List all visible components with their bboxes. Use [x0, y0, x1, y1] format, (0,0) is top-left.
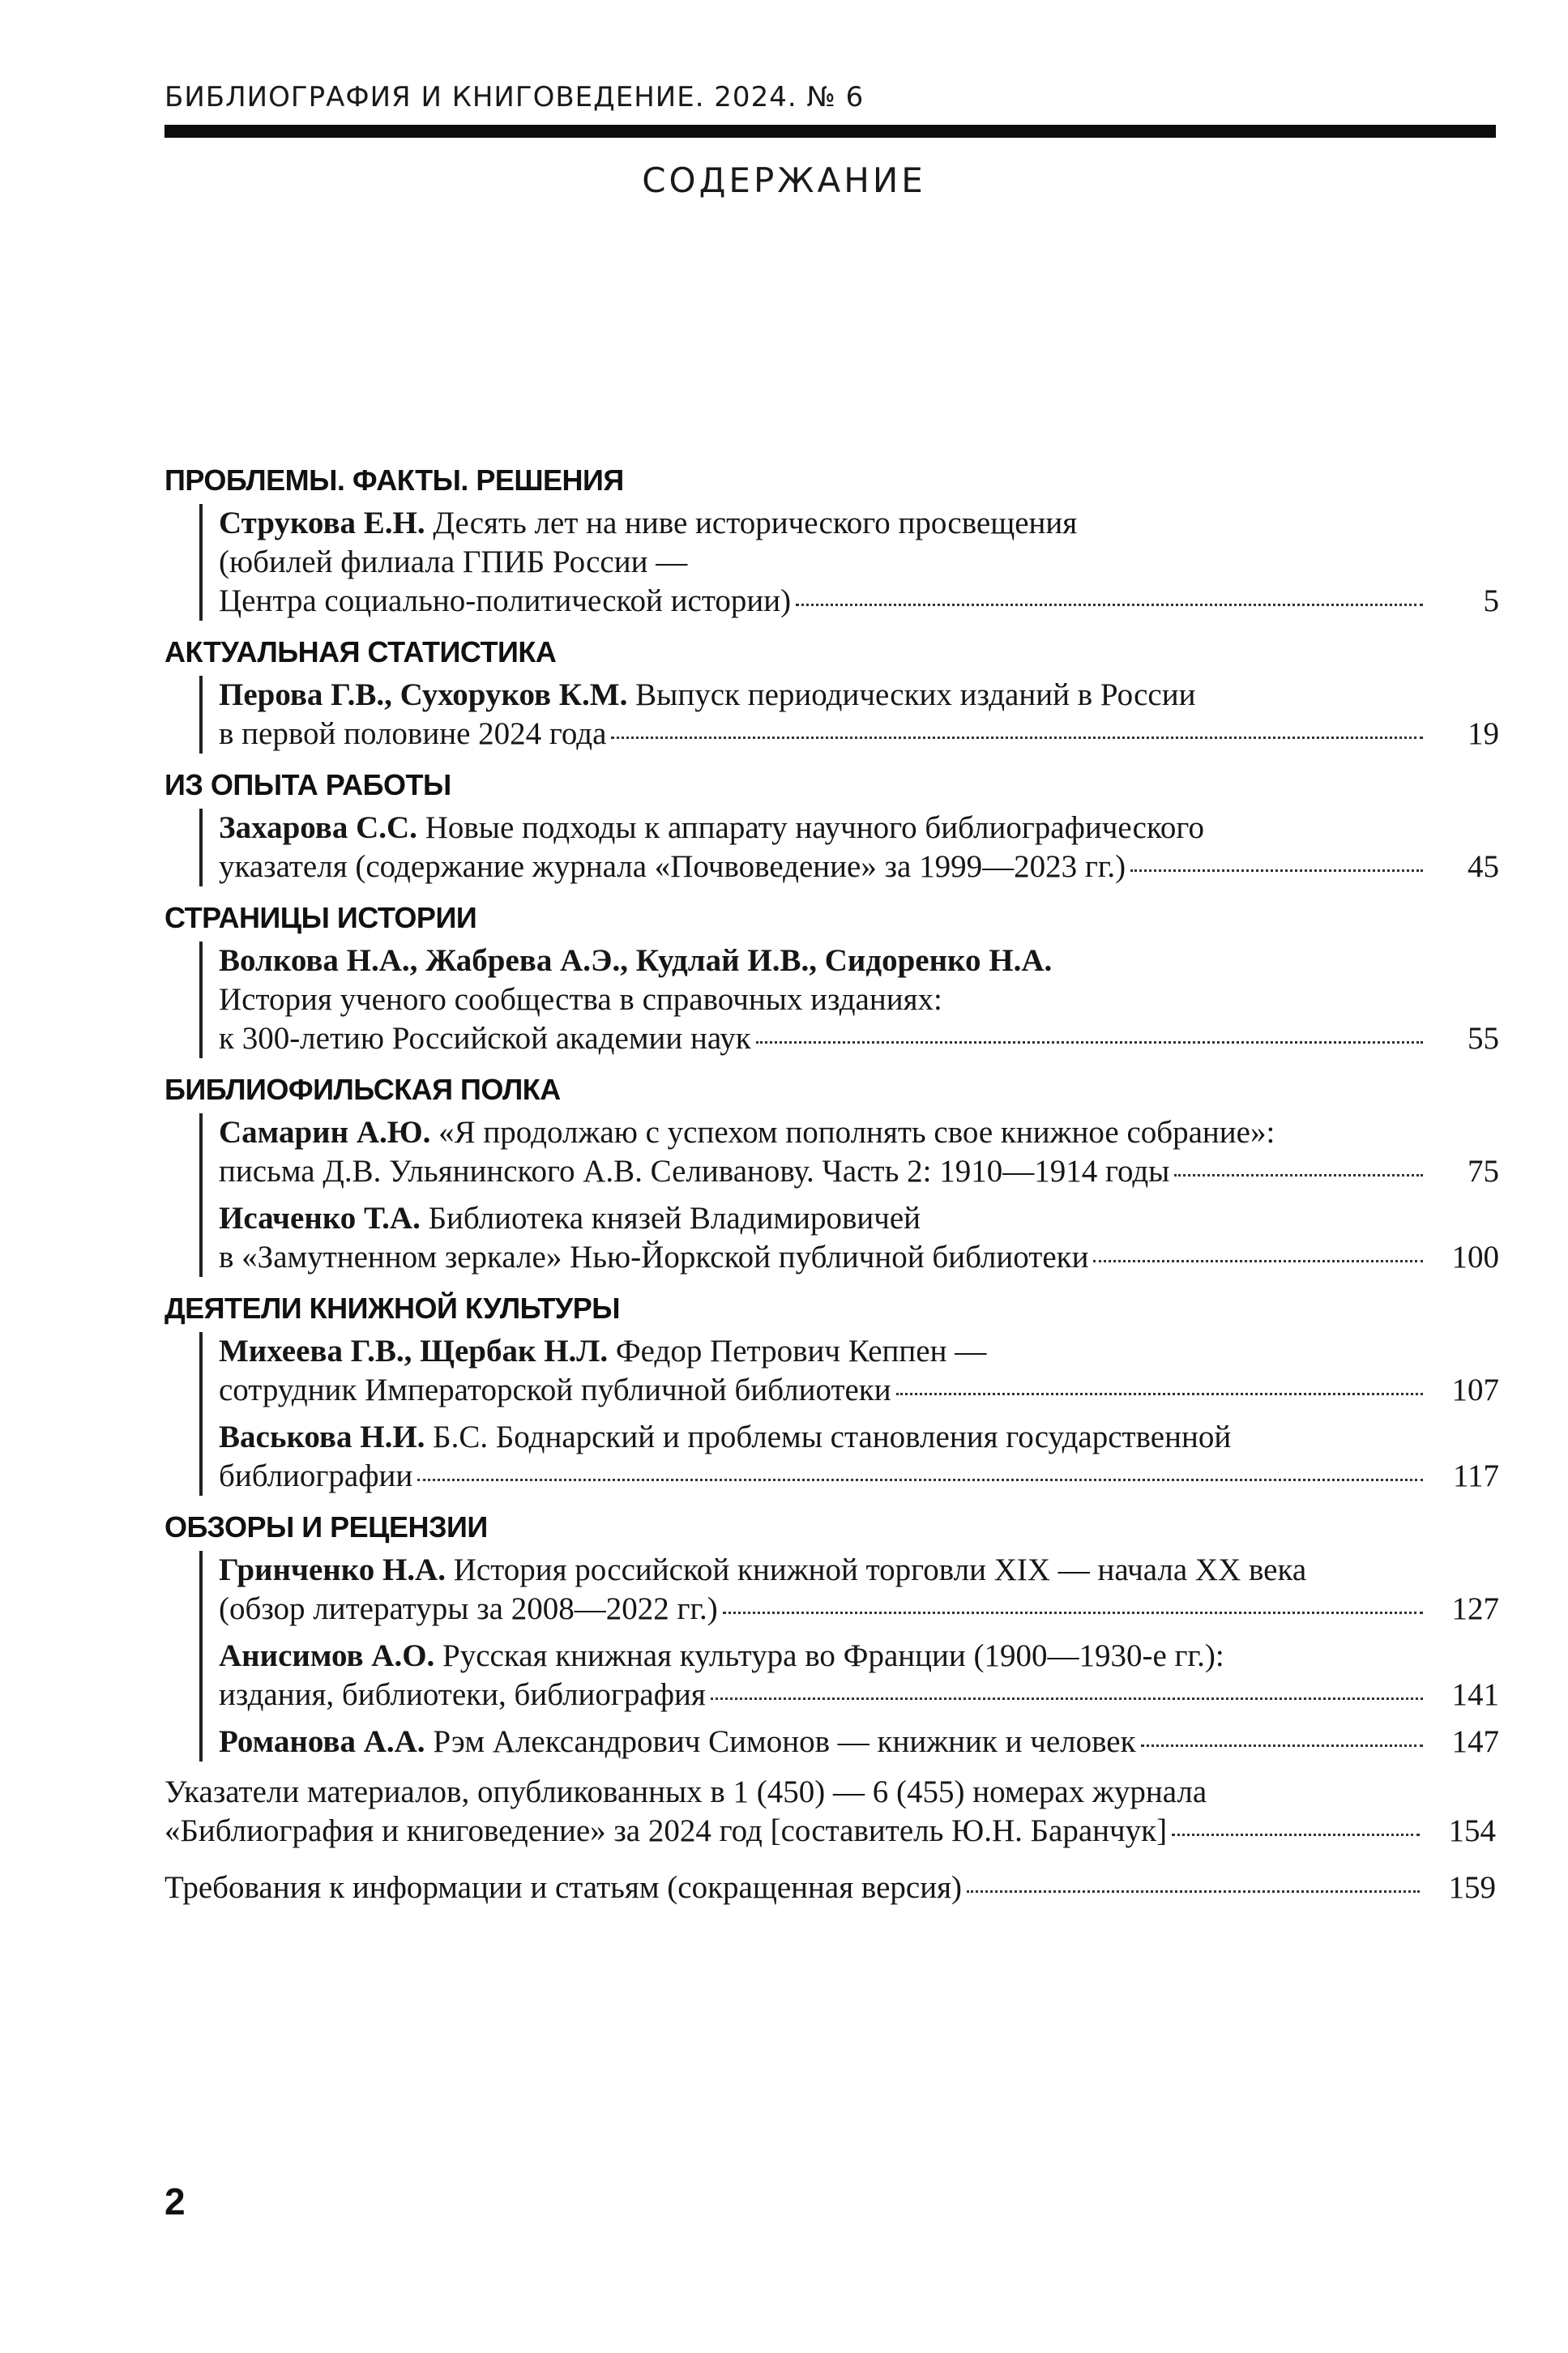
page-number: 2: [164, 2180, 186, 2223]
entry-first-line: [219, 1332, 1496, 1371]
entry-page: 19: [1468, 716, 1499, 751]
entry-author: Гринченко Н.А.: [219, 1552, 446, 1587]
entry-first-line: [219, 504, 1496, 543]
section-title: ПРОБЛЕМЫ. ФАКТЫ. РЕШЕНИЯ: [164, 463, 624, 497]
entry-first-line: [219, 1637, 1496, 1676]
entry-page: 117: [1452, 1458, 1499, 1493]
entry-last-line: [219, 1152, 1499, 1191]
entry-page: 127: [1451, 1591, 1499, 1626]
entry-author: Захарова С.С.: [219, 810, 417, 845]
entry-author: Перова Г.В., Сухоруков К.М.: [219, 677, 628, 712]
section-title: ОБЗОРЫ И РЕЦЕНЗИИ: [164, 1510, 488, 1544]
entry-title-part: Б.С. Боднарский и проблемы становления государственной: [425, 1420, 1232, 1454]
section-title: АКТУАЛЬНАЯ СТАТИСТИКА: [164, 635, 557, 668]
entry-title-part: издания, библиотеки, библиография: [219, 1677, 706, 1712]
entry-last-line: [219, 1238, 1499, 1277]
section-title: БИБЛИОФИЛЬСКАЯ ПОЛКА: [164, 1073, 561, 1106]
entry-page: 75: [1468, 1154, 1499, 1189]
toc-entry: [219, 1637, 1499, 1715]
toc-entry: [219, 1723, 1499, 1762]
entry-title-part: сотрудник Императорской публичной библиотеки: [219, 1373, 891, 1407]
toc-section: [164, 460, 1499, 621]
entry-first-line: [219, 1418, 1496, 1457]
entry-title-part: в «Замутненном зеркале» Нью-Йоркской публичной библиотеки: [219, 1240, 1089, 1275]
entry-last-line: [219, 848, 1499, 886]
toc-section: [164, 1070, 1499, 1277]
entry-author: Михеева Г.В., Щербак Н.Л.: [219, 1334, 609, 1369]
entry-page: 100: [1451, 1240, 1499, 1275]
entry-title-part: Библиотека князей Владимировичей: [420, 1201, 921, 1236]
toc-entry: [219, 1113, 1499, 1191]
entry-title-part: библиографии: [219, 1458, 413, 1493]
section-entries: [199, 1332, 1499, 1496]
entry-first-line: [219, 942, 1496, 980]
entry-page: 107: [1451, 1373, 1499, 1407]
toc-entry: [219, 942, 1499, 1058]
entry-title-part: Федор Петрович Кеппен —: [608, 1334, 987, 1369]
entry-title-part: «Я продолжаю с успехом пополнять свое книжное собрание»:: [430, 1115, 1275, 1150]
entry-title-part: указателя (содержание журнала «Почвоведение» за 1999—2023 гг.): [219, 849, 1126, 884]
toc-section: [164, 1507, 1499, 1762]
entry-last-line: [164, 1812, 1496, 1851]
toc-section: [164, 898, 1499, 1058]
entry-title-part: Русская книжная культура во Франции (1900—1930-е гг.):: [434, 1638, 1224, 1673]
toc-entry: [219, 504, 1499, 621]
entry-line: История ученого сообщества в справочных изданиях:: [219, 982, 942, 1017]
entry-title-part: в первой половине 2024 года: [219, 716, 607, 751]
entry-title-part: Центра социально-политической истории): [219, 583, 792, 618]
entry-page: 45: [1468, 849, 1499, 884]
dot-leader: [611, 737, 1423, 739]
dot-leader: [1172, 1834, 1420, 1836]
dot-leader: [756, 1041, 1423, 1044]
entry-title-part: к 300-летию Российской академии наук: [219, 1021, 751, 1056]
dot-leader: [896, 1393, 1423, 1395]
section-entries: [199, 676, 1499, 754]
entry-title-part: Десять лет на ниве исторического просвещения: [425, 506, 1078, 540]
entry-last-line: [219, 715, 1499, 754]
toc-section: [164, 632, 1499, 754]
entry-page: 55: [1468, 1021, 1499, 1056]
contents-title: СОДЕРЖАНИЕ: [642, 160, 926, 200]
entry-last-line: [219, 1590, 1499, 1629]
entry-first-line: [219, 1199, 1496, 1238]
entry-last-line: [219, 1019, 1499, 1058]
toc-section: [164, 1288, 1499, 1496]
toc-entry: [219, 1199, 1499, 1277]
entry-author: Васькова Н.И.: [219, 1420, 425, 1454]
section-entries: [199, 504, 1499, 621]
entry-last-line: [219, 1457, 1499, 1496]
dot-leader: [796, 604, 1423, 606]
toc-entry: [219, 1551, 1499, 1629]
entry-author: Волкова Н.А., Жабрева А.Э., Кудлай И.В., Сидоренко Н.А.: [219, 943, 1053, 978]
dot-leader: [967, 1890, 1420, 1893]
dot-leader: [1141, 1744, 1423, 1747]
entry-title-part: История российской книжной торговли XIX — начала XX века: [445, 1552, 1307, 1587]
entry-title-part: Новые подходы к аппарату научного библиографического: [417, 810, 1204, 845]
running-header: БИБЛИОГРАФИЯ И КНИГОВЕДЕНИЕ. 2024. № 6: [164, 81, 865, 113]
entry-last-line: [219, 1371, 1499, 1410]
dot-leader: [723, 1612, 1423, 1614]
section-entries: [199, 942, 1499, 1058]
entry-page: 141: [1451, 1677, 1499, 1712]
table-of-contents: [164, 460, 1499, 1907]
dot-leader: [1174, 1174, 1423, 1176]
entry-author: Исаченко Т.А.: [219, 1201, 421, 1236]
entry-title-part: (обзор литературы за 2008—2022 гг.): [219, 1591, 718, 1626]
entry-page: 5: [1483, 583, 1499, 618]
entry-title-part: Выпуск периодических изданий в России: [627, 677, 1196, 712]
entry-text: [219, 1723, 1136, 1762]
entry-last-line: [219, 1723, 1499, 1762]
section-entries: [199, 1113, 1499, 1277]
section-title: СТРАНИЦЫ ИСТОРИИ: [164, 901, 477, 934]
dot-leader: [1130, 869, 1423, 872]
toc-entry: [219, 809, 1499, 886]
entry-last-line: [164, 1868, 1496, 1907]
entry-last-line: [219, 582, 1499, 621]
entry-page: 147: [1451, 1724, 1499, 1759]
entry-title-part: письма Д.В. Ульянинского А.В. Селиванову. Часть 2: 1910—1914 годы: [219, 1154, 1170, 1189]
entry-first-line: [219, 1551, 1496, 1590]
toc-standalone-entry: [164, 1773, 1496, 1851]
toc-standalone-entry: [164, 1868, 1496, 1907]
entry-page: 154: [1448, 1813, 1496, 1848]
toc-entry: [219, 1332, 1499, 1410]
entry-title-part: «Библиография и книговедение» за 2024 год [составитель Ю.Н. Баранчук]: [164, 1813, 1168, 1848]
entry-title-part: Требования к информации и статьям (сокращенная версия): [164, 1870, 963, 1905]
toc-section: [164, 765, 1499, 886]
entry-first-line: [219, 809, 1496, 848]
entry-author: Романова А.А.: [219, 1724, 425, 1759]
dot-leader: [417, 1479, 1423, 1481]
entry-first-line: [219, 1113, 1496, 1152]
entry-author: Анисимов А.О.: [219, 1638, 435, 1673]
header-rule: [164, 125, 1496, 138]
dot-leader: [711, 1697, 1423, 1700]
entry-author: Струкова Е.Н.: [219, 506, 425, 540]
entry-first-line: [219, 676, 1496, 715]
dot-leader: [1093, 1260, 1423, 1262]
section-title: ДЕЯТЕЛИ КНИЖНОЙ КУЛЬТУРЫ: [164, 1292, 620, 1325]
section-title: ИЗ ОПЫТА РАБОТЫ: [164, 768, 451, 801]
section-entries: [199, 1551, 1499, 1762]
entry-author: Самарин А.Ю.: [219, 1115, 431, 1150]
toc-entry: [219, 676, 1499, 754]
entry-title-part: Рэм Александрович Симонов — книжник и человек: [425, 1724, 1136, 1759]
entry-first-line: Указатели материалов, опубликованных в 1 (450) — 6 (455) номерах журнала: [164, 1774, 1207, 1809]
entry-last-line: [219, 1676, 1499, 1715]
section-entries: [199, 809, 1499, 886]
toc-entry: [219, 1418, 1499, 1496]
entry-page: 159: [1448, 1870, 1496, 1905]
entry-line: (юбилей филиала ГПИБ России —: [219, 544, 688, 579]
